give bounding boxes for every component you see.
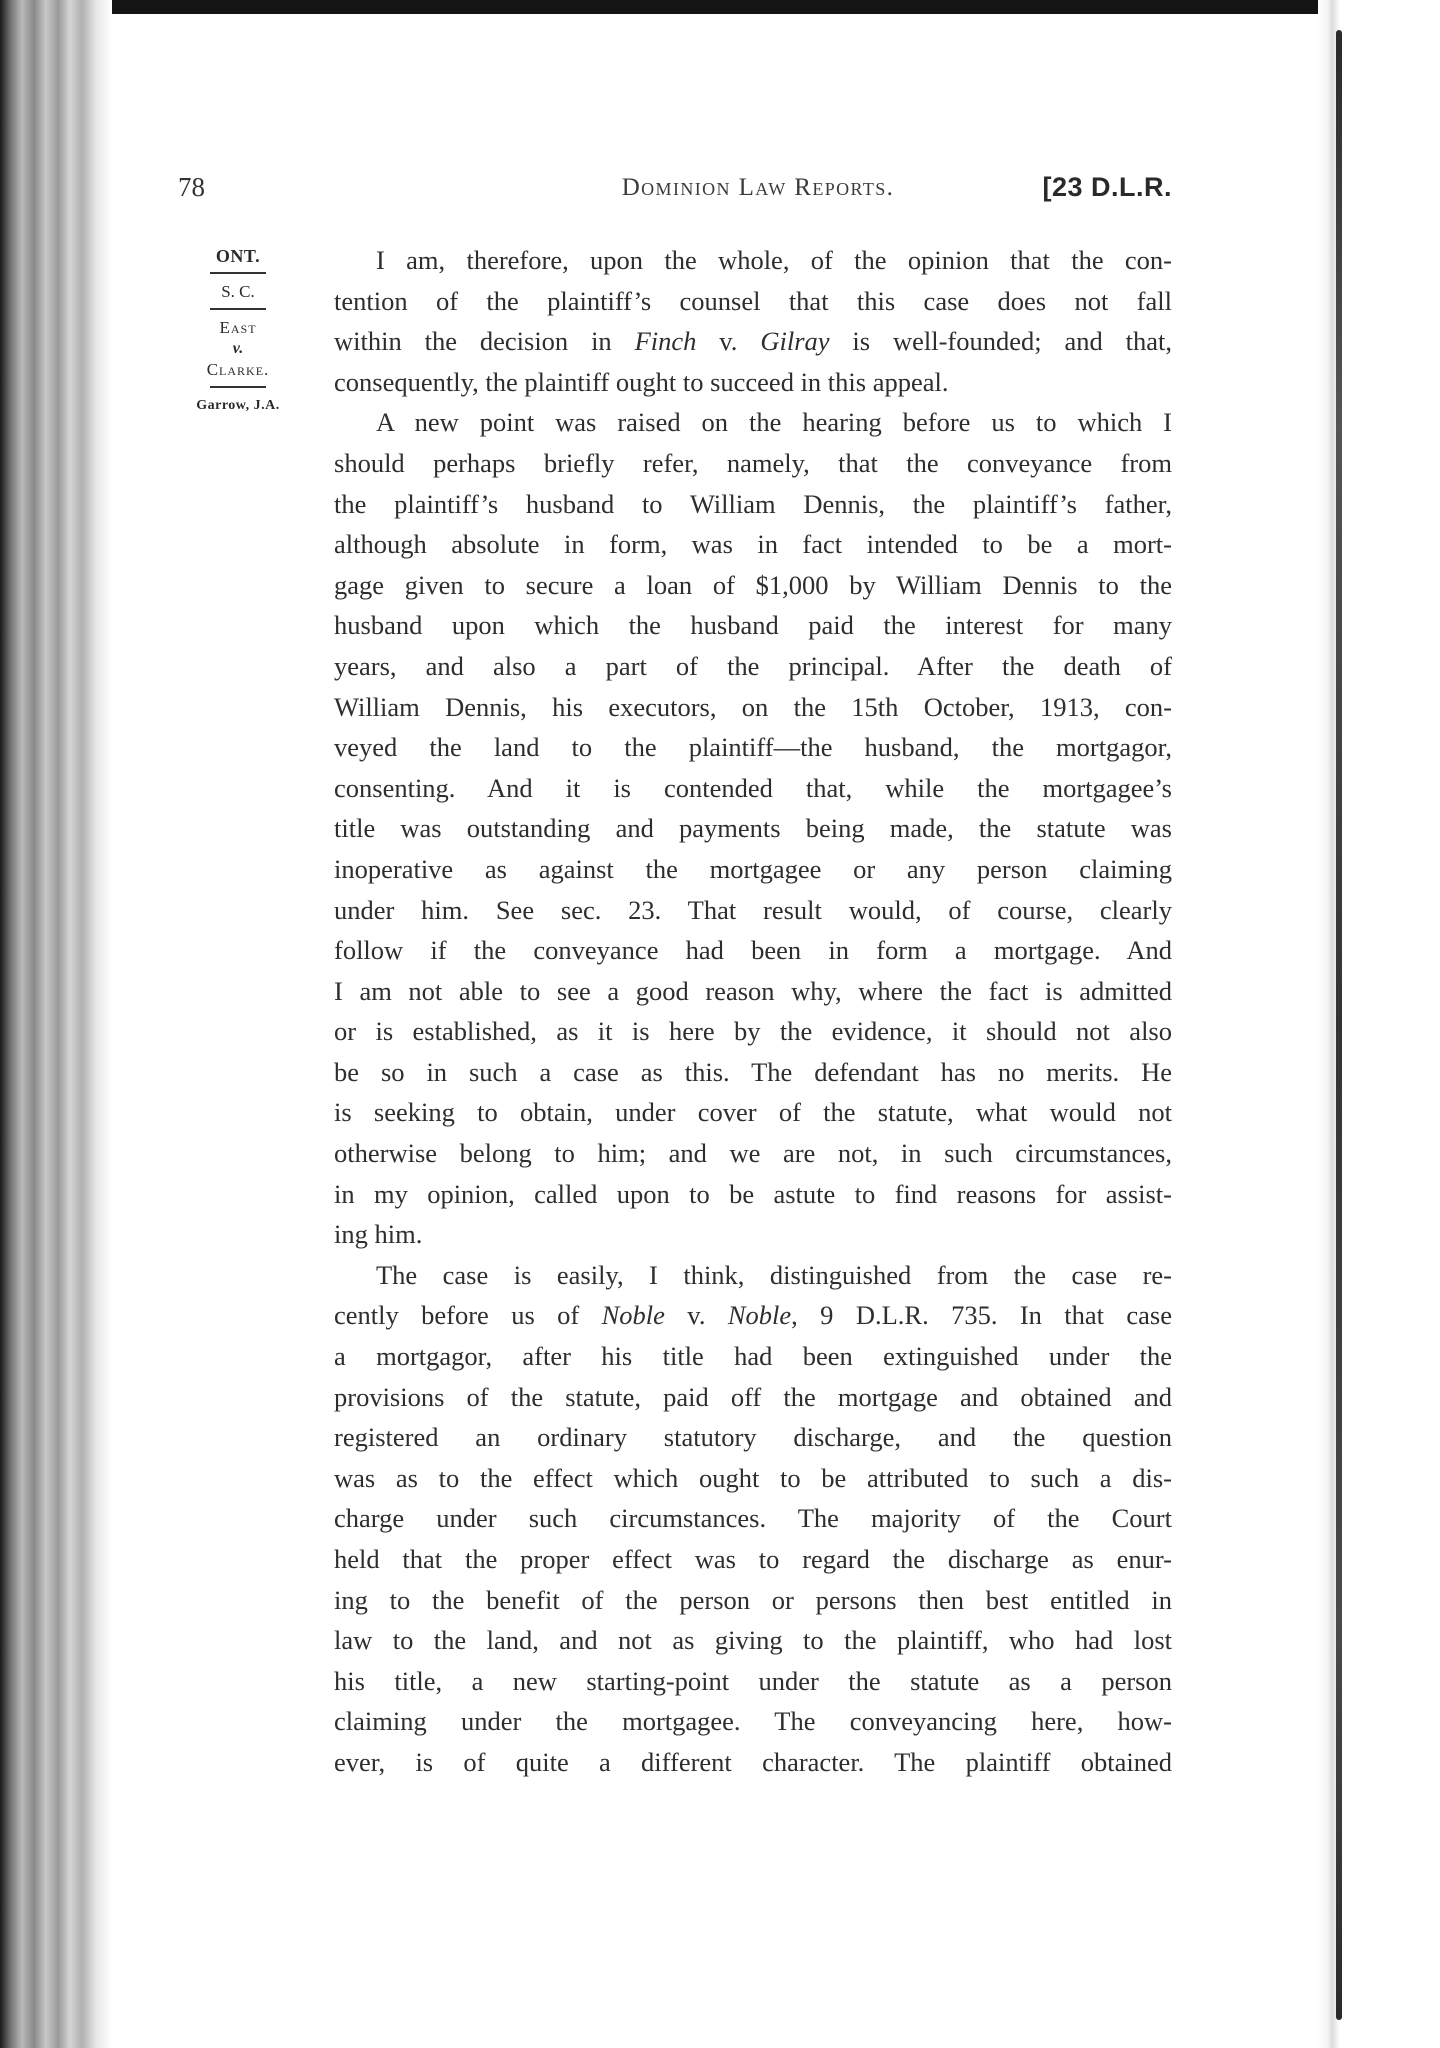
- case-name: Noble: [727, 1300, 792, 1331]
- sidenote-divider: [210, 272, 266, 274]
- text-line: title was outstanding and payments being made, the statute was: [334, 813, 1172, 844]
- text-line: be so in such a case as this. The defendant has no merits. He: [334, 1056, 1172, 1087]
- text-line: charge under such circumstances. The majority of the Court: [334, 1503, 1172, 1534]
- sidenote-divider: [210, 386, 266, 388]
- case-name: Finch: [634, 326, 697, 357]
- sidenote-court: S. C.: [221, 282, 255, 301]
- text-line: I am, therefore, upon the whole, of the opinion that the con-: [376, 245, 1172, 275]
- sidenote-province: ONT.: [215, 246, 261, 266]
- text-line: William Dennis, his executors, on the 15th October, 1913, con-: [334, 691, 1172, 722]
- text-line: cently before us of Noble v. Noble, 9 D.L.R. 735. In that case: [334, 1300, 1173, 1331]
- text-line: years, and also a part of the principal. After the death of: [334, 650, 1172, 681]
- sidenote-party-defendant: Clarke.: [206, 360, 270, 379]
- text-line: follow if the conveyance had been in form a mortgage. And: [334, 935, 1172, 966]
- case-name: Noble: [601, 1300, 665, 1331]
- text-line: law to the land, and not as giving to the plaintiff, who had lost: [334, 1625, 1172, 1656]
- text-line: husband upon which the husband paid the interest for many: [334, 610, 1172, 641]
- text-line: registered an ordinary statutory discharge, and the question: [334, 1422, 1172, 1453]
- text-line: is seeking to obtain, under cover of the statute, what would not: [334, 1097, 1172, 1128]
- text-line: ing him.: [334, 1219, 423, 1250]
- text-line: gage given to secure a loan of $1,000 by William Dennis to the: [334, 569, 1172, 600]
- text-line: otherwise belong to him; and we are not, in such circumstances,: [334, 1138, 1172, 1169]
- text-line: his title, a new starting-point under the statute as a person: [334, 1665, 1172, 1696]
- text-line: under him. See sec. 23. That result would, of course, clearly: [334, 894, 1172, 925]
- text-line: or is established, as it is here by the evidence, it should not also: [334, 1016, 1172, 1047]
- text-line: in my opinion, called upon to be astute to find reasons for assist-: [334, 1178, 1172, 1209]
- running-title: Dominion Law Reports.: [621, 174, 895, 201]
- text-line: consequently, the plaintiff ought to succeed in this appeal.: [334, 366, 949, 397]
- marginal-note: [186, 244, 290, 418]
- paragraph: [334, 402, 1172, 1254]
- text-line: held that the proper effect was to regard the discharge as enur-: [334, 1544, 1172, 1574]
- running-header: [178, 172, 1172, 212]
- scan-top-border: [0, 0, 1440, 14]
- text-line: ever, is of quite a different character. The plaintiff obtained: [334, 1746, 1172, 1777]
- text-line: was as to the effect which ought to be attributed to such a dis-: [334, 1462, 1172, 1493]
- body-text: [334, 240, 1172, 1783]
- text-line: claiming under the mortgagee. The conveyancing here, how-: [334, 1706, 1172, 1737]
- paragraph: [334, 1255, 1172, 1783]
- text-line: the plaintiff’s husband to William Dennis, the plaintiff’s father,: [334, 488, 1172, 519]
- text-line: tention of the plaintiff’s counsel that this case does not fall: [334, 285, 1172, 316]
- book-page-edges-left: [0, 0, 112, 2048]
- text-line: The case is easily, I think, distinguished from the case re-: [376, 1259, 1172, 1290]
- text-line: should perhaps briefly refer, namely, that the conveyance from: [334, 447, 1172, 478]
- volume-reference: [23 D.L.R.: [1042, 172, 1172, 202]
- text-line: A new point was raised on the hearing before us to which I: [376, 407, 1172, 438]
- text-line: inoperative as against the mortgagee or any person claiming: [334, 853, 1172, 884]
- text-line: ing to the benefit of the person or persons then best entitled in: [334, 1584, 1172, 1615]
- paragraph: [334, 240, 1172, 402]
- text-line: consenting. And it is contended that, while the mortgagee’s: [334, 772, 1172, 803]
- book-spine-shadow: [1336, 30, 1342, 2020]
- page-number: 78: [178, 172, 205, 202]
- text-line: provisions of the statute, paid off the mortgage and obtained and: [334, 1381, 1172, 1412]
- text-line: a mortgagor, after his title had been extinguished under the: [334, 1341, 1172, 1372]
- case-name: Gilray: [760, 326, 830, 357]
- text-line: veyed the land to the plaintiff—the husband, the mortgagor,: [334, 732, 1172, 763]
- sidenote-versus: v.: [232, 340, 244, 357]
- sidenote-judge: Garrow, J.A.: [196, 398, 280, 413]
- sidenote-divider: [210, 308, 266, 310]
- text-line: within the decision in Finch v. Gilray is well-founded; and that,: [334, 326, 1173, 357]
- text-line: I am not able to see a good reason why, where the fact is admitted: [334, 975, 1172, 1006]
- text-line: although absolute in form, was in fact intended to be a mort-: [334, 529, 1172, 560]
- sidenote-party-plaintiff: East: [219, 318, 257, 337]
